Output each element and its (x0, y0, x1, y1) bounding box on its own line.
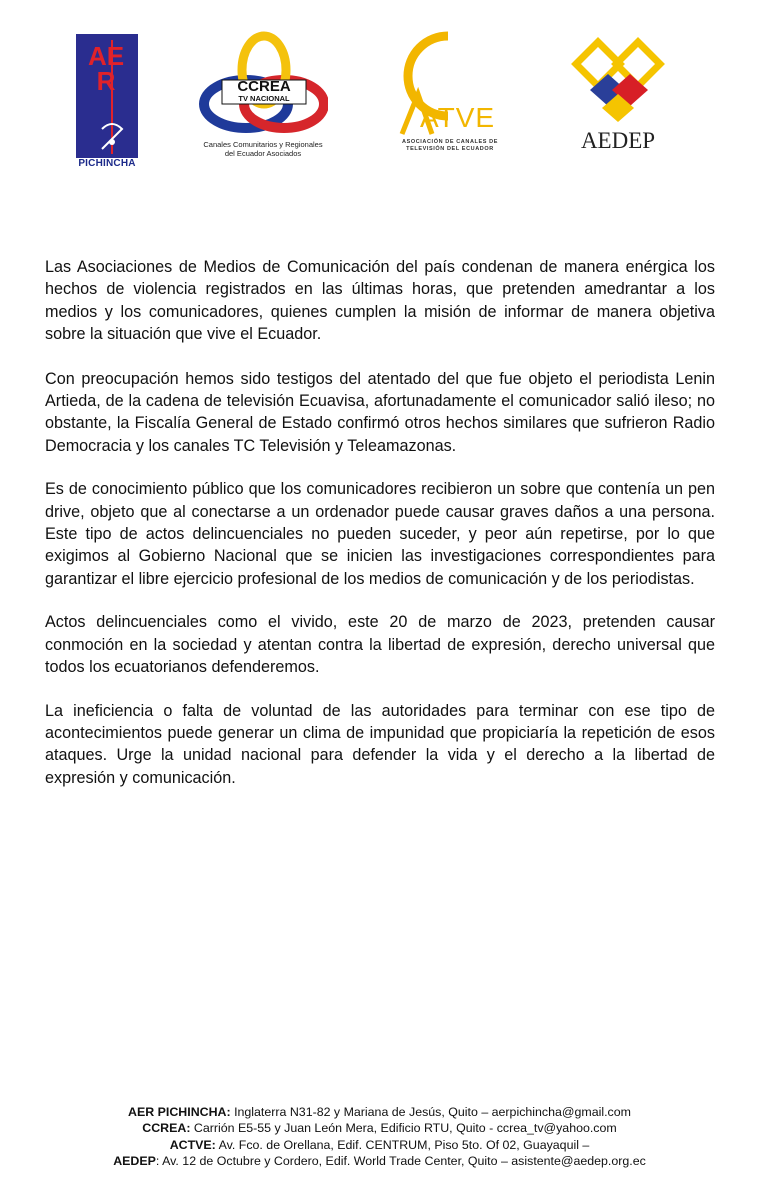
footer-org-aer: AER PICHINCHA: (128, 1105, 231, 1119)
actve-logo (388, 30, 508, 158)
aedep-logo-mark (568, 34, 668, 126)
ccrea-logo (198, 30, 328, 176)
aer-pichincha-logo (72, 34, 142, 172)
footer-org-ccrea: CCREA: (142, 1121, 191, 1136)
footer-text-aer: Inglaterra N31-82 y Mariana de Jesús, Quito – aerpichincha@gmail.com (230, 1105, 631, 1119)
paragraph-3: Es de conocimiento público que los comunicadores recibieron un sobre que contenía un pen drive, objeto que al conectarse a un ordenador puede causar graves daños a una persona. Este tipo de actos delincuenciales no pueden suceder, y peor aún repetirse, por lo que exigimos al Gobierno Nacional que se inicien las investigaciones correspondientes para garantizar el libre ejercicio profesional de los medios de comunicación y de los periodistas. (45, 480, 715, 588)
contact-footer (0, 1104, 759, 1170)
paragraph-1: Las Asociaciones de Medios de Comunicación del país condenan de manera enérgica los hechos de violencia registrados en las últimas horas, que pretenden amedrantar a los medios y los comunicadores, quienes cumplen la misión de informar de manera objetiva sobre la situación que vive el Ecuador. (45, 258, 715, 344)
footer-org-aedep: AEDEP (113, 1154, 156, 1169)
ccrea-logo-subtitle: TV NACIONAL (238, 94, 290, 103)
ccrea-caption-line1: Canales Comunitarios y Regionales (203, 140, 323, 149)
footer-text-aedep: : Av. 12 de Octubre y Cordero, Edif. World Trade Center, Quito – asistente@aedep.org.ec (155, 1154, 646, 1169)
paragraph-2: Con preocupación hemos sido testigos del atentado del que fue objeto el periodista Lenin Artieda, de la cadena de televisión Ecuavisa, afortunadamente el comunicador salió ileso; no obstante, la Fiscalía General de Estado confirmó otros hechos similares que sufrieron Radio Democracia y los canales TC Televisión y Teleamazonas. (45, 369, 715, 455)
ccrea-logo-caption (198, 140, 328, 158)
actve-caption-line1: ASOCIACIÓN DE CANALES DE (402, 139, 498, 145)
actve-logo-name: ATVE (420, 102, 496, 133)
paragraph-4: Actos delincuenciales como el vivido, este 20 de marzo de 2023, pretenden causar conmoción en la sociedad y atentan contra la libertad de expresión, derecho universal que todos los ecuatorianos defenderemos. (45, 613, 715, 677)
footer-line-aer (0, 1104, 759, 1120)
paragraph-5: La ineficiencia o falta de voluntad de las autoridades para terminar con ese tipo de acontecimientos puede generar un clima de impunidad que propiciaría la repetición de esos ataques. Urge la unidad nacional para defender la vida y el derecho a la libertad de expresión y comunicación. (45, 701, 715, 787)
footer-text-ccrea: Carrión E5-55 y Juan León Mera, Edificio RTU, Quito - ccrea_tv@yahoo.com (190, 1121, 617, 1136)
footer-line-actve (0, 1137, 759, 1153)
aer-logo-tag: PICHINCHA (78, 158, 136, 169)
statement-body (45, 256, 715, 810)
footer-org-actve: ACTVE: (169, 1137, 216, 1152)
actve-logo-caption (394, 139, 506, 153)
actve-caption-line2: TELEVISIÓN DEL ECUADOR (406, 146, 494, 152)
aedep-logo (568, 34, 668, 154)
footer-line-aedep (0, 1153, 759, 1169)
footer-line-ccrea (0, 1120, 759, 1136)
logo-row (0, 26, 759, 176)
footer-text-actve: Av. Fco. de Orellana, Edif. CENTRUM, Piso 5to. Of 02, Guayaquil – (215, 1137, 590, 1152)
ccrea-caption-line2: del Ecuador Asociados (224, 149, 302, 158)
ccrea-logo-name: CCREA (237, 78, 291, 95)
aedep-logo-name: AEDEP (580, 128, 656, 153)
aer-logo-letters: AER (87, 41, 125, 96)
